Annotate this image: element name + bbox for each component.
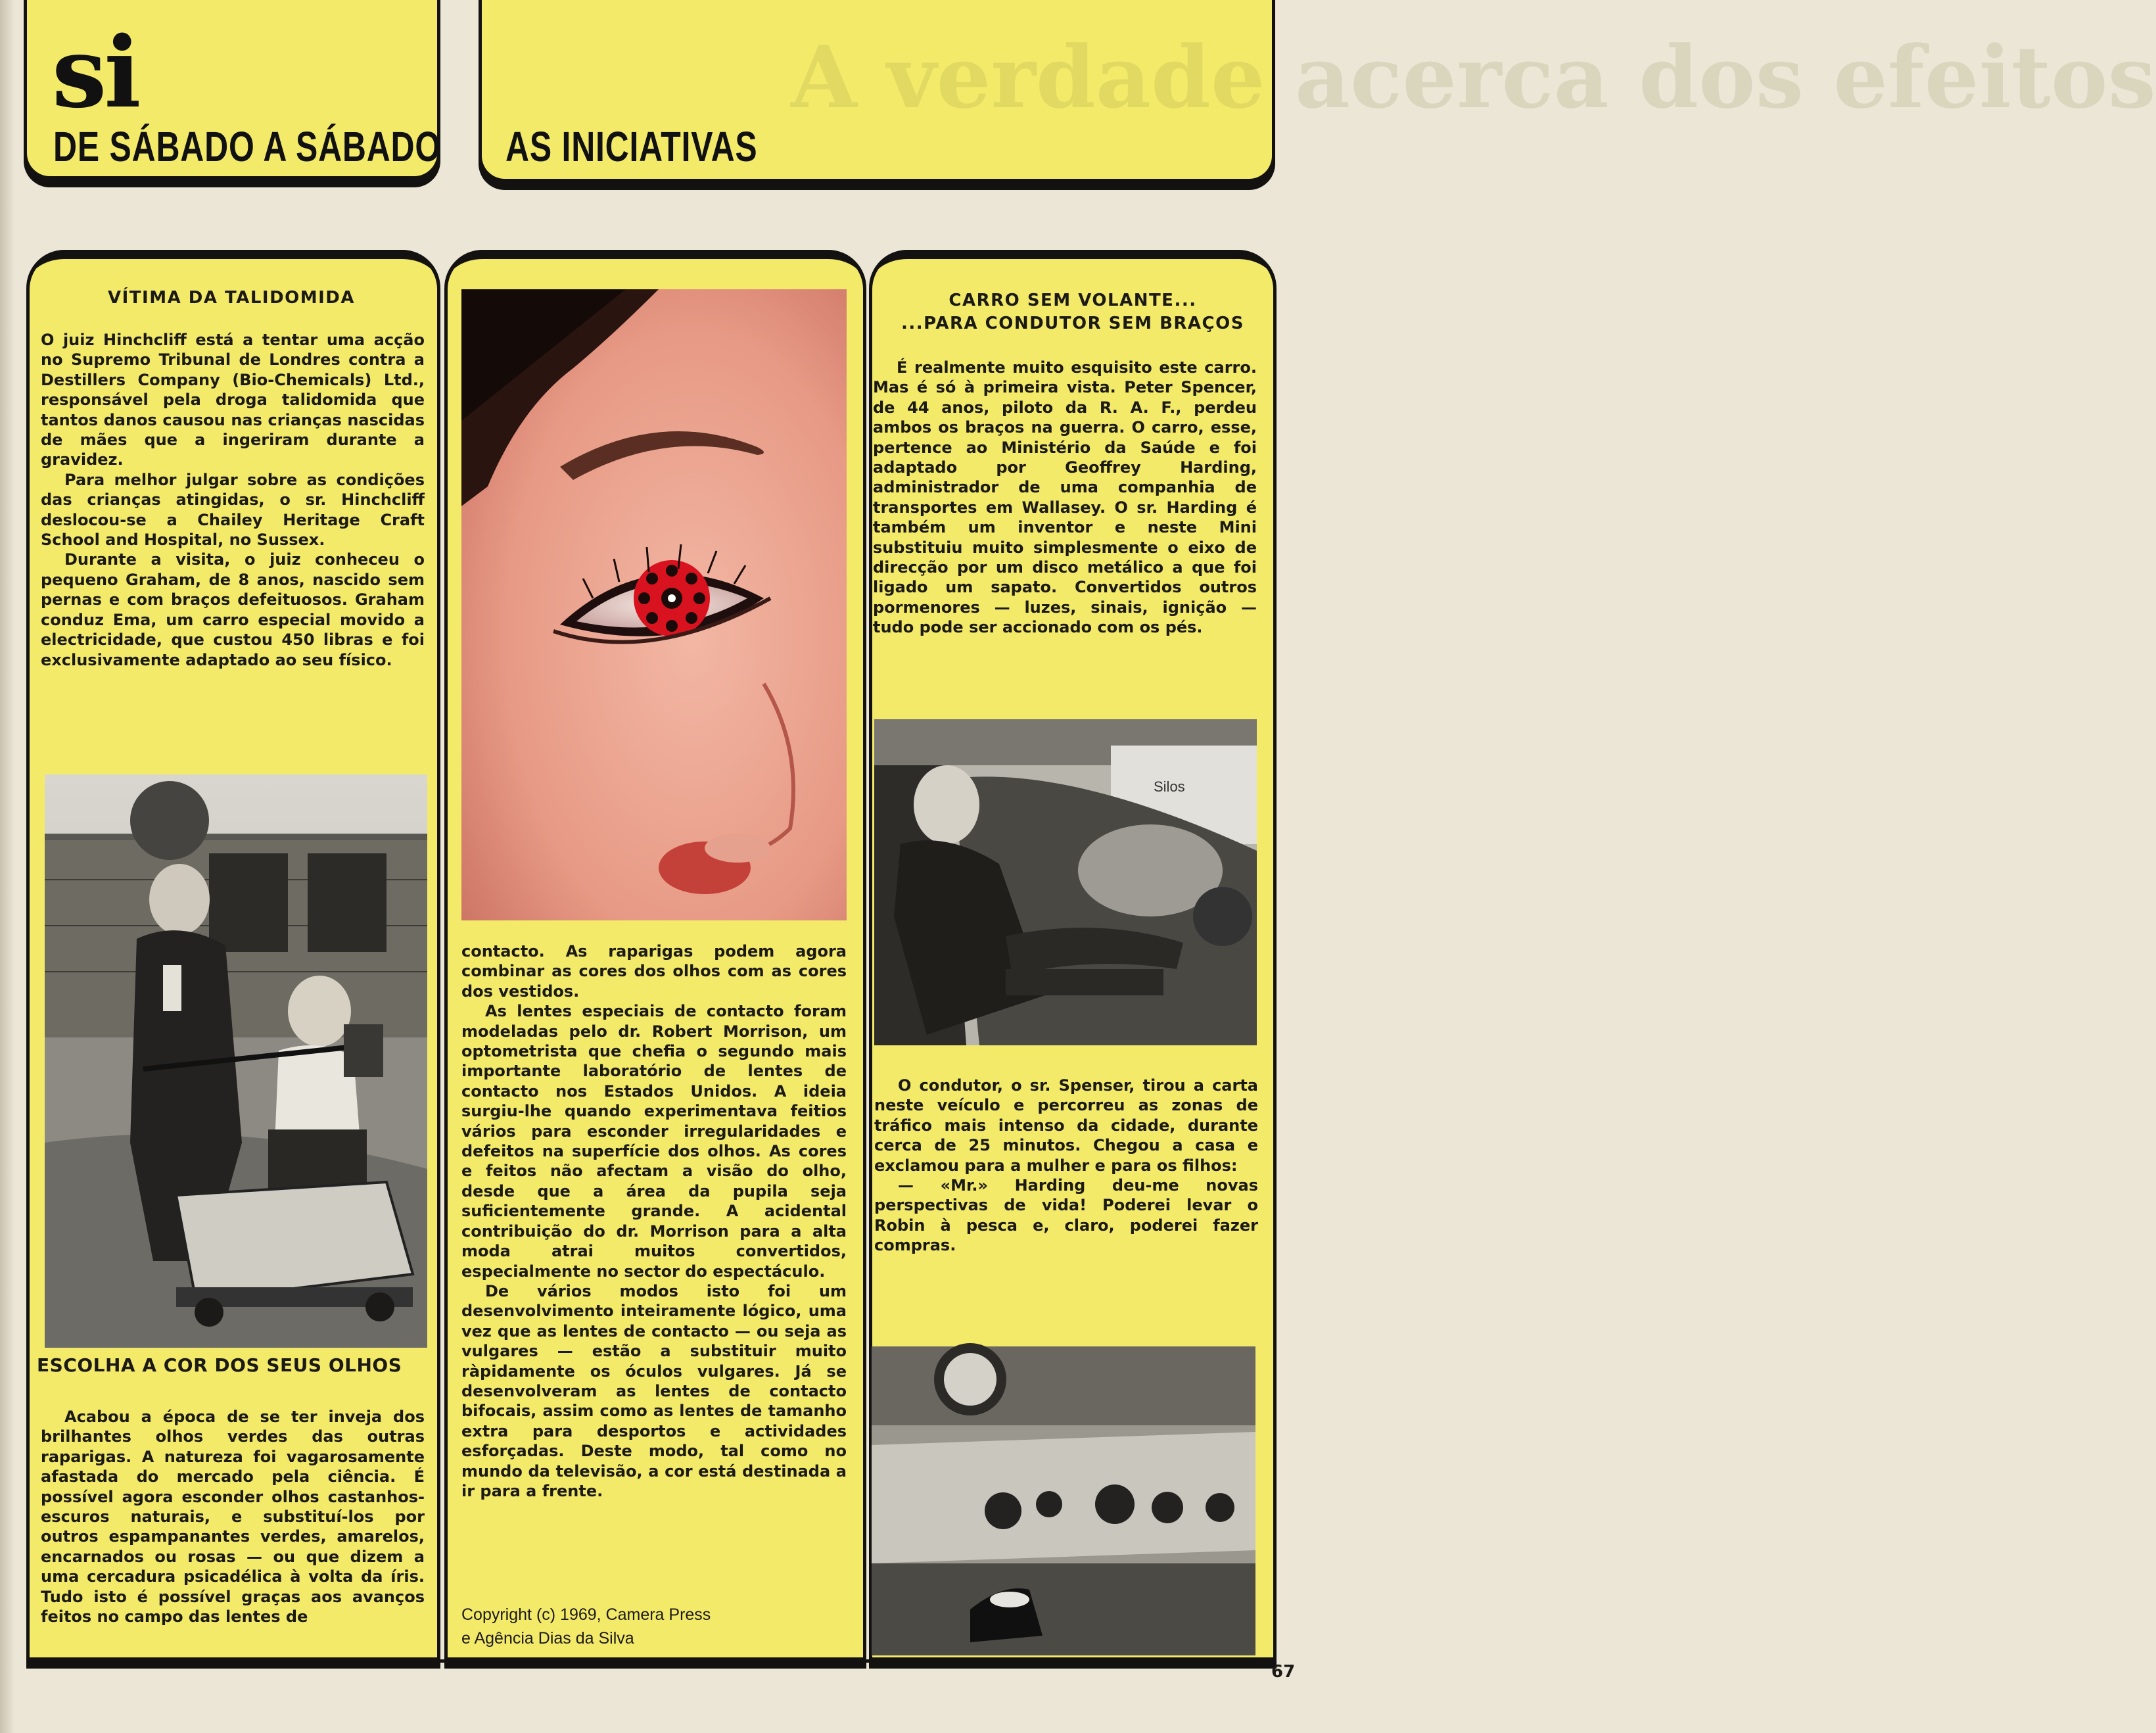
copyright-line: e Agência Dias da Silva — [461, 1629, 634, 1648]
page-bottom-rule — [26, 1659, 1269, 1663]
magazine-logo: si — [52, 15, 139, 130]
article-heading-car — [869, 289, 1277, 335]
heading-line: ...PARA CONDUTOR SEM BRAÇOS — [901, 314, 1244, 334]
photo-dashboard-shoe — [872, 1346, 1255, 1655]
article-body-eye-color-cont — [461, 941, 847, 1501]
paragraph: Acabou a época de se ter inveja dos brilhantes olhos verdes das outras raparigas. A natureza foi vagarosamente afastada do mercado pela ciência. É possível agora esconder olhos castanhos-escuros naturais, e substituí-los por outros espampanantes verdes, amarelos, encarnados ou rosas — ou que dizem a uma cercadura psicadélica à volta da íris. Tudo isto é possível graças aos avanços feitos no campo das lentes de — [41, 1408, 425, 1626]
page-gutter — [0, 0, 14, 1733]
article-body-car-cont — [874, 1076, 1258, 1256]
header-right-band — [479, 0, 2156, 182]
paragraph: É realmente muito esquisito este carro. Mas é só à primeira vista. Peter Spencer, de 44 anos, piloto da R. A. F., perdeu ambos os braços na guerra. O carro, esse, pertence ao Ministério da Saúde e foi adaptado por Geoffrey Harding, administrador de uma companhia de transportes em Wallasey. O sr. Harding é também um inventor e neste Mini substituiu muito simplesmente o eixo de direcção por um disco metálico a que foi ligado um sapato. Convertidos outros pormenores — luzes, sinais, ignição — tudo pode ser accionado com os pés. — [873, 358, 1257, 637]
photo-red-contact-lens-eye — [461, 289, 847, 920]
article-body-eye-color — [41, 1407, 425, 1626]
article-heading-thalidomide: VÍTIMA DA TALIDOMIDA — [107, 288, 356, 308]
paragraph: O condutor, o sr. Spenser, tirou a carta neste veículo e percorreu as zonas de tráfico mais intenso da cidade, durante cerca de 25 minutos. Chegou a casa e exclamou para a mulher e para os filhos: — [874, 1076, 1258, 1175]
paragraph: Para melhor julgar sobre as condições das crianças atingidas, o sr. Hinchcliff deslocou-se a Chailey Heritage Craft School and Hospital, no Sussex. — [41, 470, 425, 550]
photo-boy-in-cart — [45, 774, 427, 1348]
page-number: 67 — [1271, 1662, 1296, 1682]
copyright-line: Copyright (c) 1969, Camera Press — [461, 1605, 711, 1624]
paragraph: Durante a visita, o juiz conheceu o pequeno Graham, de 8 anos, nascido sem pernas e com braços defeituosos. Graham conduz Ema, um carro especial movido a electricidade, que custou 450 libras e foi exclusivamente adaptado ao seu físico. — [41, 550, 425, 669]
paragraph: De vários modos isto foi um desenvolvimento inteiramente lógico, uma vez que as lentes de contacto — ou seja as vulgares — estão a substituir muito ràpidamente os óculos vulgares. Já se desenvolveram as lentes de contacto bifocais, assim como as lentes de tamanho extra para desportos e actividades esforçadas. Deste modo, tal como no mundo da televisão, a cor está destinada a ir para a frente. — [461, 1281, 847, 1500]
copyright-notice — [461, 1603, 849, 1650]
photo-driver-in-car — [874, 719, 1257, 1045]
section-title-right: AS INICIATIVAS — [505, 123, 758, 170]
paragraph: O juiz Hinchcliff está a tentar uma acção no Supremo Tribunal de Londres contra a Destillers Company (Bio-Chemicals) Ltd., responsável pela droga talidomida que tantos danos causou nas crianças nascidas de mães que a ingeriram durante a gravidez. — [41, 331, 425, 469]
article-heading-eye-color: ESCOLHA A COR DOS SEUS OLHOS — [37, 1354, 402, 1376]
header-left-band — [24, 0, 440, 179]
paragraph: As lentes especiais de contacto foram modeladas pelo dr. Robert Morrison, um optometrista que chefia o segundo mais importante laboratório de lentes de contacto nos Estados Unidos. A ideia surgiu-lhe quando experimentava feitios vários para esconder irregularidades e defeitos na superfície dos olhos. As cores e feitos não afectam a visão do olho, desde que a área da pupila seja suficientemente grande. A acidental contribuição do dr. Morrison para a alta moda atrai muitos convertidos, especialmente no sector do espectáculo. — [461, 1002, 847, 1281]
paragraph: contacto. As raparigas podem agora combinar as cores dos olhos com as cores dos vestidos. — [461, 942, 847, 1001]
photo-sign-text: Silos — [1154, 778, 1185, 795]
show-through-title: A verdade acerca dos efeitos — [791, 27, 2156, 128]
article-body-thalidomide — [41, 330, 425, 670]
article-body-car — [873, 358, 1257, 638]
heading-line: CARRO SEM VOLANTE... — [949, 291, 1197, 310]
paragraph: — «Mr.» Harding deu-me novas perspectivas de vida! Poderei levar o Robin à pesca e, claro, poderei fazer compras. — [874, 1176, 1258, 1255]
section-title-left: DE SÁBADO A SÁBADO — [53, 123, 441, 170]
